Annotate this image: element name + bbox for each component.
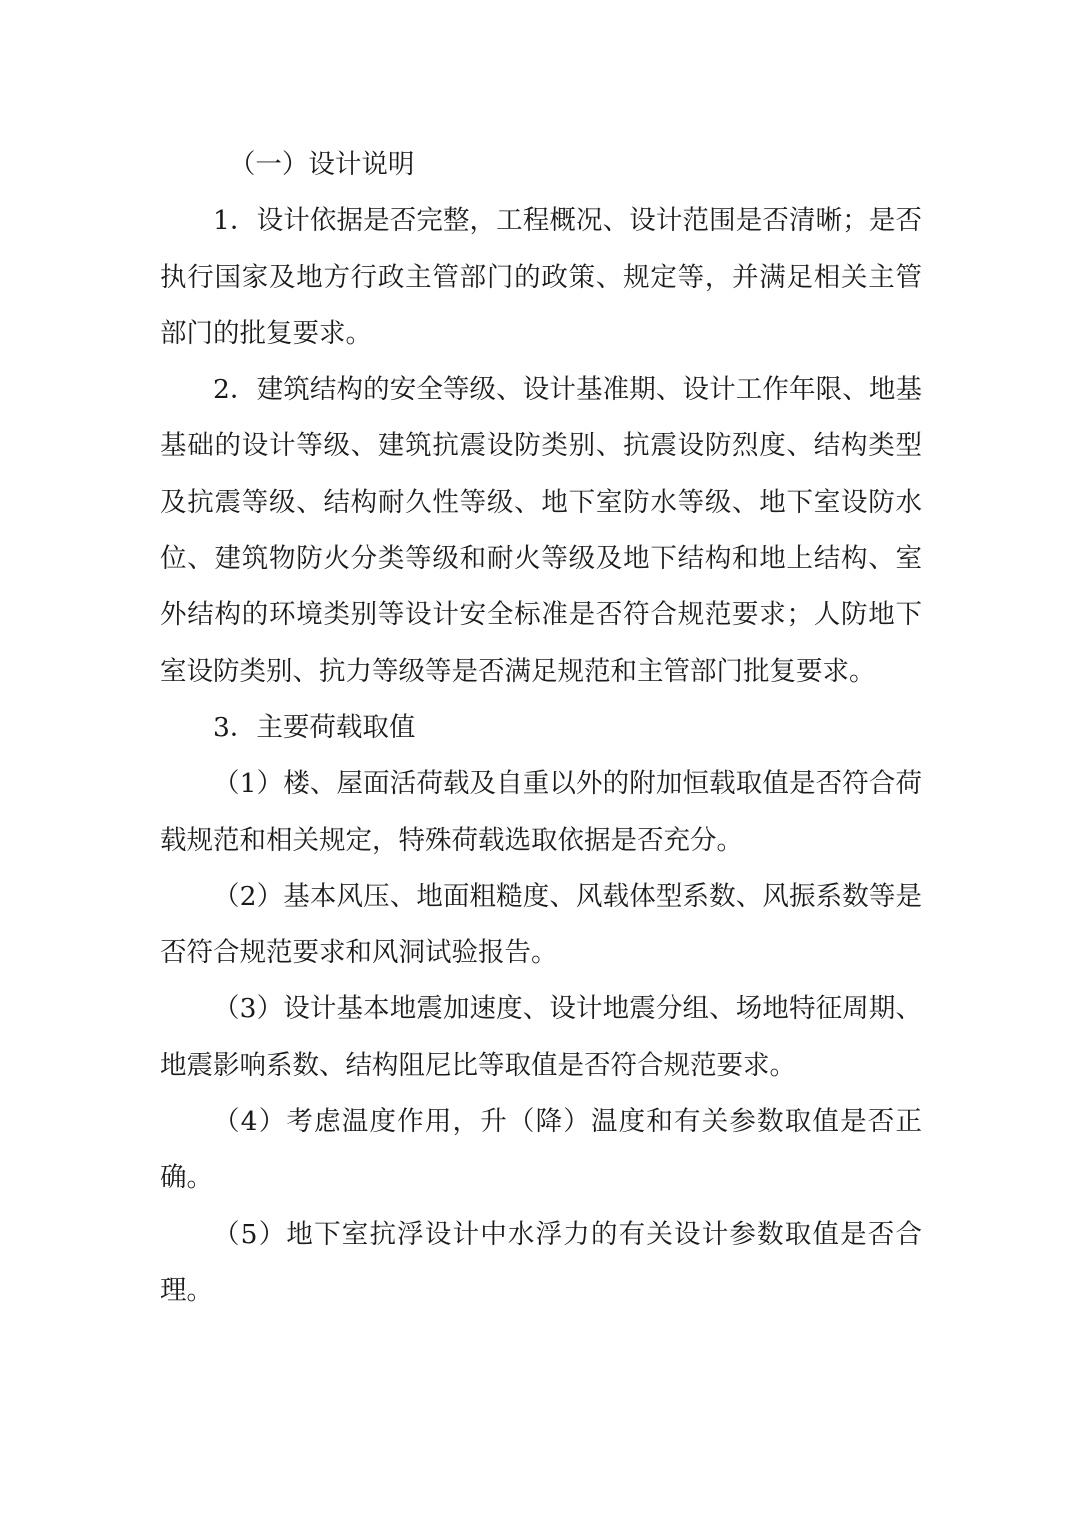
paragraph-temperature-action: （4）考虑温度作用，升（降）温度和有关参数取值是否正确。 [160, 1106, 922, 1194]
paragraph-safety-standards: 2．建筑结构的安全等级、设计基准期、设计工作年限、地基基础的设计等级、建筑抗震设防类别、抗震设防烈度、结构类型及抗震等级、结构耐久性等级、地下室防水等级、地下室设防水位、建筑物防火分类等级和耐火等级及地下结构和地上结构、室外结构的环境类别等设计安全标准是否符合规范要求；人防地下室设防类别、抗力等级等是否满足规范和主管部门批复要求。 [160, 374, 922, 687]
paragraph-main-loads-heading: 3．主要荷载取值 [213, 711, 416, 743]
paragraph-live-loads: （1）楼、屋面活荷载及自重以外的附加恒载取值是否符合荷载规范和相关规定，特殊荷载选取依据是否充分。 [160, 768, 922, 856]
paragraph-seismic-parameters: （3）设计基本地震加速度、设计地震分组、场地特征周期、地震影响系数、结构阻尼比等取值是否符合规范要求。 [160, 993, 922, 1081]
paragraph-wind-loads: （2）基本风压、地面粗糙度、风载体型系数、风振系数等是否符合规范要求和风洞试验报告。 [160, 880, 922, 969]
paragraph-anti-floating: （5）地下室抗浮设计中水浮力的有关设计参数取值是否合理。 [160, 1218, 922, 1306]
paragraph-design-basis: 1．设计依据是否完整，工程概况、设计范围是否清晰；是否执行国家及地方行政主管部门的政策、规定等，并满足相关主管部门的批复要求。 [160, 205, 922, 349]
section-title: （一）设计说明 [228, 149, 415, 180]
document-page [160, 137, 922, 1319]
